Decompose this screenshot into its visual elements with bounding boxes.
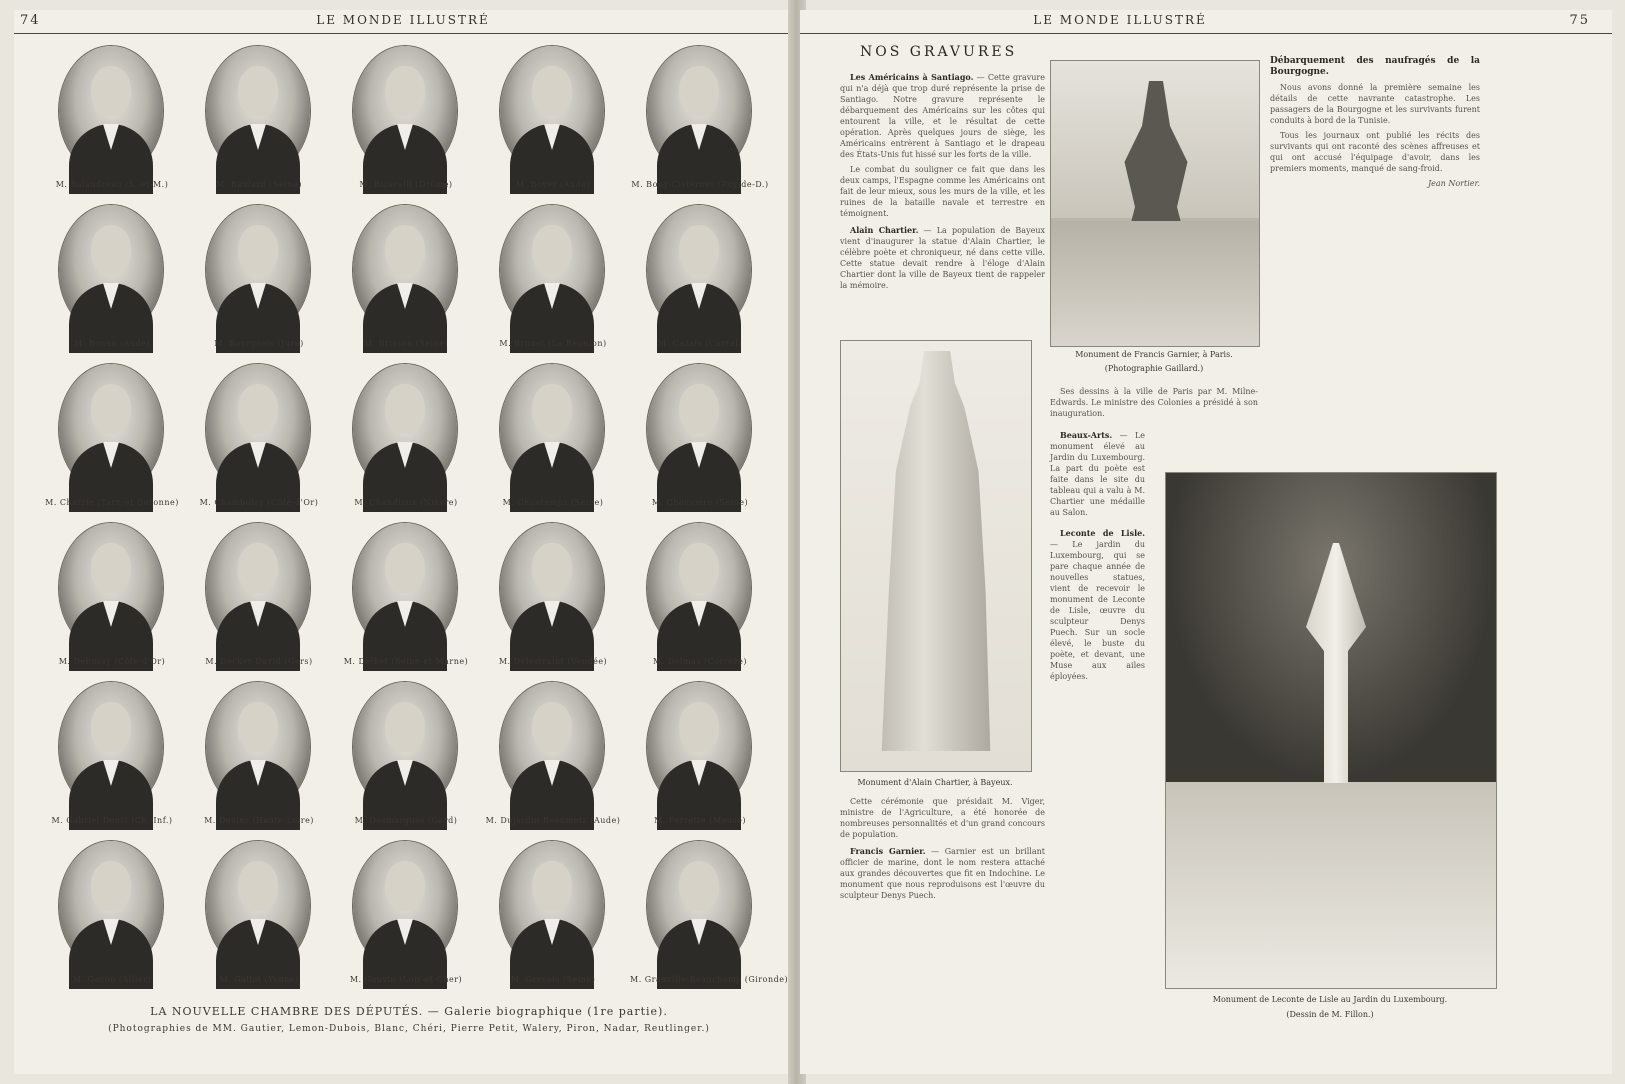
portrait-photo <box>59 841 163 971</box>
portrait-cell <box>336 680 476 840</box>
section-title: NOS GRAVURES <box>860 44 1018 60</box>
article-6-signature: Jean Nortier. <box>1427 179 1480 188</box>
portrait-caption: M. Cazals (Cantal) <box>657 339 743 348</box>
portrait-cell <box>42 362 182 522</box>
right-page-number: 75 <box>1569 13 1590 28</box>
article-1-text-2: Le combat du souligner ce fait que dans les deux camps, l'Espagne comme les Américains ont fait de leur mieux, sous les murs de la ville, et les ruines de la bataille navale et terrestre en témoignent. <box>840 165 1045 218</box>
article-1-text: — Cette gravure qui n'a déjà que trop duré représente la prise de Santiago. Notre gravure représente le débarquement des Américains sur les côtes qui entourent la ville, et le résultat de cette opération. Après quelques jours de siège, les Américains entrèrent à Santiago et le drapeau des États-Unis fut hissé sur les forts de la ville. <box>840 73 1045 159</box>
portrait-caption: M. Desmargues (Gard) <box>354 816 458 825</box>
portrait-caption: M. Charrie (Tarn-et-Garonne) <box>45 498 179 507</box>
portrait-caption: M. Decker-David (Gers) <box>205 657 313 666</box>
portrait-caption: M. Gallot (Yonne) <box>219 975 299 984</box>
portrait-cell <box>630 680 770 840</box>
portrait-head <box>679 225 719 275</box>
article-4-title: Beaux-Arts. <box>1060 430 1113 440</box>
portrait-photo <box>206 46 310 176</box>
column-1-upper <box>840 72 1045 295</box>
left-running-title: LE MONDE ILLUSTRÉ <box>316 13 490 27</box>
fig-garnier-credit: (Photographie Gaillard.) <box>1104 364 1204 373</box>
article-5-text: — Le jardin du Luxembourg, qui se pare chaque année de nouvelles statues, vient de recevoir le monument de Leconte de Lisle, œuvre du sculpteur Denys Puech. Sur un socle élevé, le buste du poète, et devant, une Muse aux ailes éployées. <box>1050 540 1145 681</box>
article-2-title: Alain Chartier. <box>850 225 919 235</box>
portrait-caption: M. Chambolay (Côte-d'Or) <box>199 498 319 507</box>
portrait-photo <box>647 841 751 971</box>
portrait-caption: M. Delestraint (Vendée) <box>498 657 608 666</box>
article-1-title: Les Américains à Santiago. <box>850 72 974 82</box>
left-running-head <box>14 10 792 34</box>
portrait-head <box>532 384 572 434</box>
portrait-cell <box>483 521 623 681</box>
portrait-head <box>91 543 131 593</box>
left-page <box>14 10 792 1074</box>
portrait-head <box>385 861 425 911</box>
portrait-cell <box>336 521 476 681</box>
portrait-cell <box>483 44 623 204</box>
portrait-cell <box>630 839 789 999</box>
article-6-text-2: Tous les journaux ont publié les récits des survivants qui ont raconté des scènes affreuses et qui ont accusé l'équipage d'avoir, dans les premiers moments, manqué de sang-froid. <box>1270 131 1480 173</box>
fig-leconte-credit: (Dessin de M. Fillon.) <box>1286 1010 1374 1019</box>
portrait-caption: M. Dujardin-Beaumetz (Aude) <box>485 816 621 825</box>
portrait-photo <box>500 46 604 176</box>
left-header-rule <box>14 33 792 34</box>
portrait-cell <box>483 680 623 840</box>
portrait-caption: M. Granville-Beauchamp (Gironde) <box>630 975 789 984</box>
portrait-photo <box>206 841 310 971</box>
portrait-caption: M. Chautemps (Seine) <box>502 498 604 507</box>
portrait-caption: M. Brisson (Seine) <box>363 339 449 348</box>
portrait-head <box>385 702 425 752</box>
portrait-cell <box>42 521 182 681</box>
portrait-head <box>385 384 425 434</box>
portrait-head <box>385 66 425 116</box>
portrait-head <box>385 225 425 275</box>
leconte-ground <box>1166 782 1496 988</box>
portrait-caption: M. Gauvin (Loir-et-Cher) <box>349 975 463 984</box>
right-running-head <box>800 10 1612 34</box>
portrait-cell <box>336 203 476 363</box>
article-3-text: — Garnier est un brillant officier de marine, dont le nom restera attaché aux grandes découvertes que fit en Indochine. Le monument que nous reproduisons est l'œuvre du sculpteur Denys Puech. <box>840 847 1046 900</box>
portrait-photo <box>353 46 457 176</box>
right-header-rule <box>800 33 1612 34</box>
portrait-cell <box>630 203 770 363</box>
left-page-number: 74 <box>20 13 41 28</box>
photo-credits-caption: (Photographies de MM. Gautier, Lemon-Dubois, Blanc, Chéri, Pierre Petit, Walery, Piron, Nadar, Reutlinger.) <box>108 1024 710 1034</box>
portrait-caption: M. Baulard (Seine) <box>216 180 302 189</box>
portrait-photo <box>206 205 310 335</box>
portrait-photo <box>647 682 751 812</box>
portrait-photo <box>206 523 310 653</box>
portrait-cell <box>189 521 329 681</box>
portrait-photo <box>59 523 163 653</box>
portrait-head <box>679 384 719 434</box>
portrait-caption: M. Gervais (Seine) <box>510 975 596 984</box>
portrait-cell <box>336 44 476 204</box>
fig-garnier-caption: Monument de Francis Garnier, à Paris. <box>1075 350 1233 359</box>
portrait-head <box>238 543 278 593</box>
portrait-caption: M. Bony-Cisternes (Puy-de-D.) <box>631 180 769 189</box>
portrait-photo <box>500 841 604 971</box>
portrait-cell <box>630 521 770 681</box>
portrait-cell <box>189 680 329 840</box>
portrait-cell <box>42 203 182 363</box>
portrait-caption: M. Gacon (Allier) <box>72 975 152 984</box>
gallery-title-caption: LA NOUVELLE CHAMBRE DES DÉPUTÉS. — Galerie biographique (1re partie). <box>150 1005 668 1018</box>
article-3-title: Francis Garnier. <box>850 846 926 856</box>
portrait-caption: M. Debussy (Côte-d'Or) <box>58 657 166 666</box>
article-4-text: — Le monument élevé au Jardin du Luxembourg. La part du poète est faite dans le site du tableau qui a valu à M. Chartier une médaille au Salon. <box>1050 431 1146 517</box>
portrait-head <box>238 861 278 911</box>
portrait-caption: M. Chandioux (Nièvre) <box>354 498 458 507</box>
portrait-head <box>532 66 572 116</box>
portrait-caption: M. Bizarelli (Drôme) <box>359 180 453 189</box>
portrait-head <box>91 384 131 434</box>
portrait-caption: M. Delmas (Corrèze) <box>653 657 747 666</box>
portrait-head <box>238 225 278 275</box>
portrait-cell <box>189 362 329 522</box>
garnier-side-text: Ses dessins à la ville de Paris par M. Milne-Edwards. Le ministre des Colonies a présidé à son inauguration. <box>1050 387 1258 418</box>
portrait-photo <box>206 682 310 812</box>
column-2-upper <box>1050 386 1258 423</box>
article-6-text: Nous avons donné la première semaine les détails de cette navrante catastrophe. Les passagers de la Bourgogne et les survivants furent conduits à bord de la Tunisie. <box>1270 83 1480 125</box>
statue-illustration <box>877 351 995 751</box>
portrait-head <box>679 861 719 911</box>
portrait-head <box>91 225 131 275</box>
portrait-head <box>679 66 719 116</box>
article-2-text: — La population de Bayeux vient d'inaugurer la statue d'Alain Chartier, le célèbre poète et chroniqueur, né dans cette ville. Cette statue devait rendre à l'éloge d'Alain Chartier dont la ville de Bayeux tient de rappeler la mémoire. <box>840 226 1045 290</box>
garnier-ground <box>1051 221 1259 346</box>
portrait-photo <box>59 682 163 812</box>
article-6-title: Débarquement des naufragés de la Bourgogne. <box>1270 56 1480 77</box>
portrait-photo <box>59 205 163 335</box>
right-page <box>800 10 1612 1074</box>
portrait-cell <box>42 680 182 840</box>
portrait-head <box>385 543 425 593</box>
portrait-head <box>91 861 131 911</box>
figure-alain-chartier <box>840 340 1032 772</box>
column-1-lower <box>840 796 1045 905</box>
portrait-photo <box>353 364 457 494</box>
portrait-cell <box>42 44 182 204</box>
right-running-title: LE MONDE ILLUSTRÉ <box>1033 13 1207 27</box>
portrait-cell <box>42 839 182 999</box>
portrait-cell <box>189 44 329 204</box>
portrait-photo <box>500 205 604 335</box>
article-5-title: Leconte de Lisle. <box>1060 528 1145 538</box>
portrait-head <box>532 702 572 752</box>
portrait-photo <box>353 682 457 812</box>
portrait-photo <box>500 523 604 653</box>
fig-leconte-caption: Monument de Leconte de Lisle au Jardin du Luxembourg. <box>1212 995 1448 1004</box>
column-3-upper <box>1270 50 1480 193</box>
portrait-photo <box>353 523 457 653</box>
figure-francis-garnier <box>1050 60 1260 347</box>
portrait-caption: M. Bourgeois (Jura) <box>214 339 304 348</box>
portrait-head <box>679 543 719 593</box>
portrait-caption: M. Ferrette (Meuse) <box>654 816 746 825</box>
portrait-photo <box>647 205 751 335</box>
portrait-photo <box>500 682 604 812</box>
column-2-narrow <box>1050 430 1145 686</box>
portrait-caption: M. Brunet (La Réunion) <box>499 339 607 348</box>
portrait-photo <box>647 46 751 176</box>
portrait-cell <box>630 362 770 522</box>
portrait-head <box>91 702 131 752</box>
portrait-photo <box>353 841 457 971</box>
portrait-cell <box>189 203 329 363</box>
portrait-head <box>238 384 278 434</box>
portrait-caption: M. Balandreau (S.-et-M.) <box>55 180 169 189</box>
portrait-photo <box>647 523 751 653</box>
portrait-caption: M. Bonne (Aude) <box>73 339 151 348</box>
portrait-cell <box>630 44 770 204</box>
figure-leconte-de-lisle <box>1165 472 1497 989</box>
portrait-caption: M. Chauvière (Seine) <box>651 498 749 507</box>
portrait-photo <box>353 205 457 335</box>
portrait-photo <box>500 364 604 494</box>
portrait-cell <box>483 839 623 999</box>
portrait-cell <box>483 203 623 363</box>
fig-alain-caption: Monument d'Alain Chartier, à Bayeux. <box>857 778 1013 787</box>
portrait-caption: M. Devins (Haute-Loire) <box>204 816 314 825</box>
portrait-head <box>238 702 278 752</box>
portrait-head <box>238 66 278 116</box>
portrait-caption: M. Gabriel Denis (Ch.-Inf.) <box>51 816 173 825</box>
article-2-text-2: Cette cérémonie que présidait M. Viger, ministre de l'Agriculture, a été honorée de nombreuses personnalités et d'un grand concours de population. <box>840 797 1045 839</box>
portrait-head <box>679 702 719 752</box>
portrait-head <box>532 543 572 593</box>
portrait-cell <box>189 839 329 999</box>
portrait-head <box>532 225 572 275</box>
portrait-photo <box>59 46 163 176</box>
portrait-head <box>91 66 131 116</box>
portrait-cell <box>483 362 623 522</box>
portrait-head <box>532 861 572 911</box>
portrait-photo <box>206 364 310 494</box>
portrait-photo <box>59 364 163 494</box>
portrait-caption: M. Delbet (Seine-et-Marne) <box>343 657 469 666</box>
portrait-photo <box>647 364 751 494</box>
portrait-cell <box>336 362 476 522</box>
portrait-caption: M. Boyer (Aude) <box>515 180 591 189</box>
portrait-cell <box>336 839 476 999</box>
